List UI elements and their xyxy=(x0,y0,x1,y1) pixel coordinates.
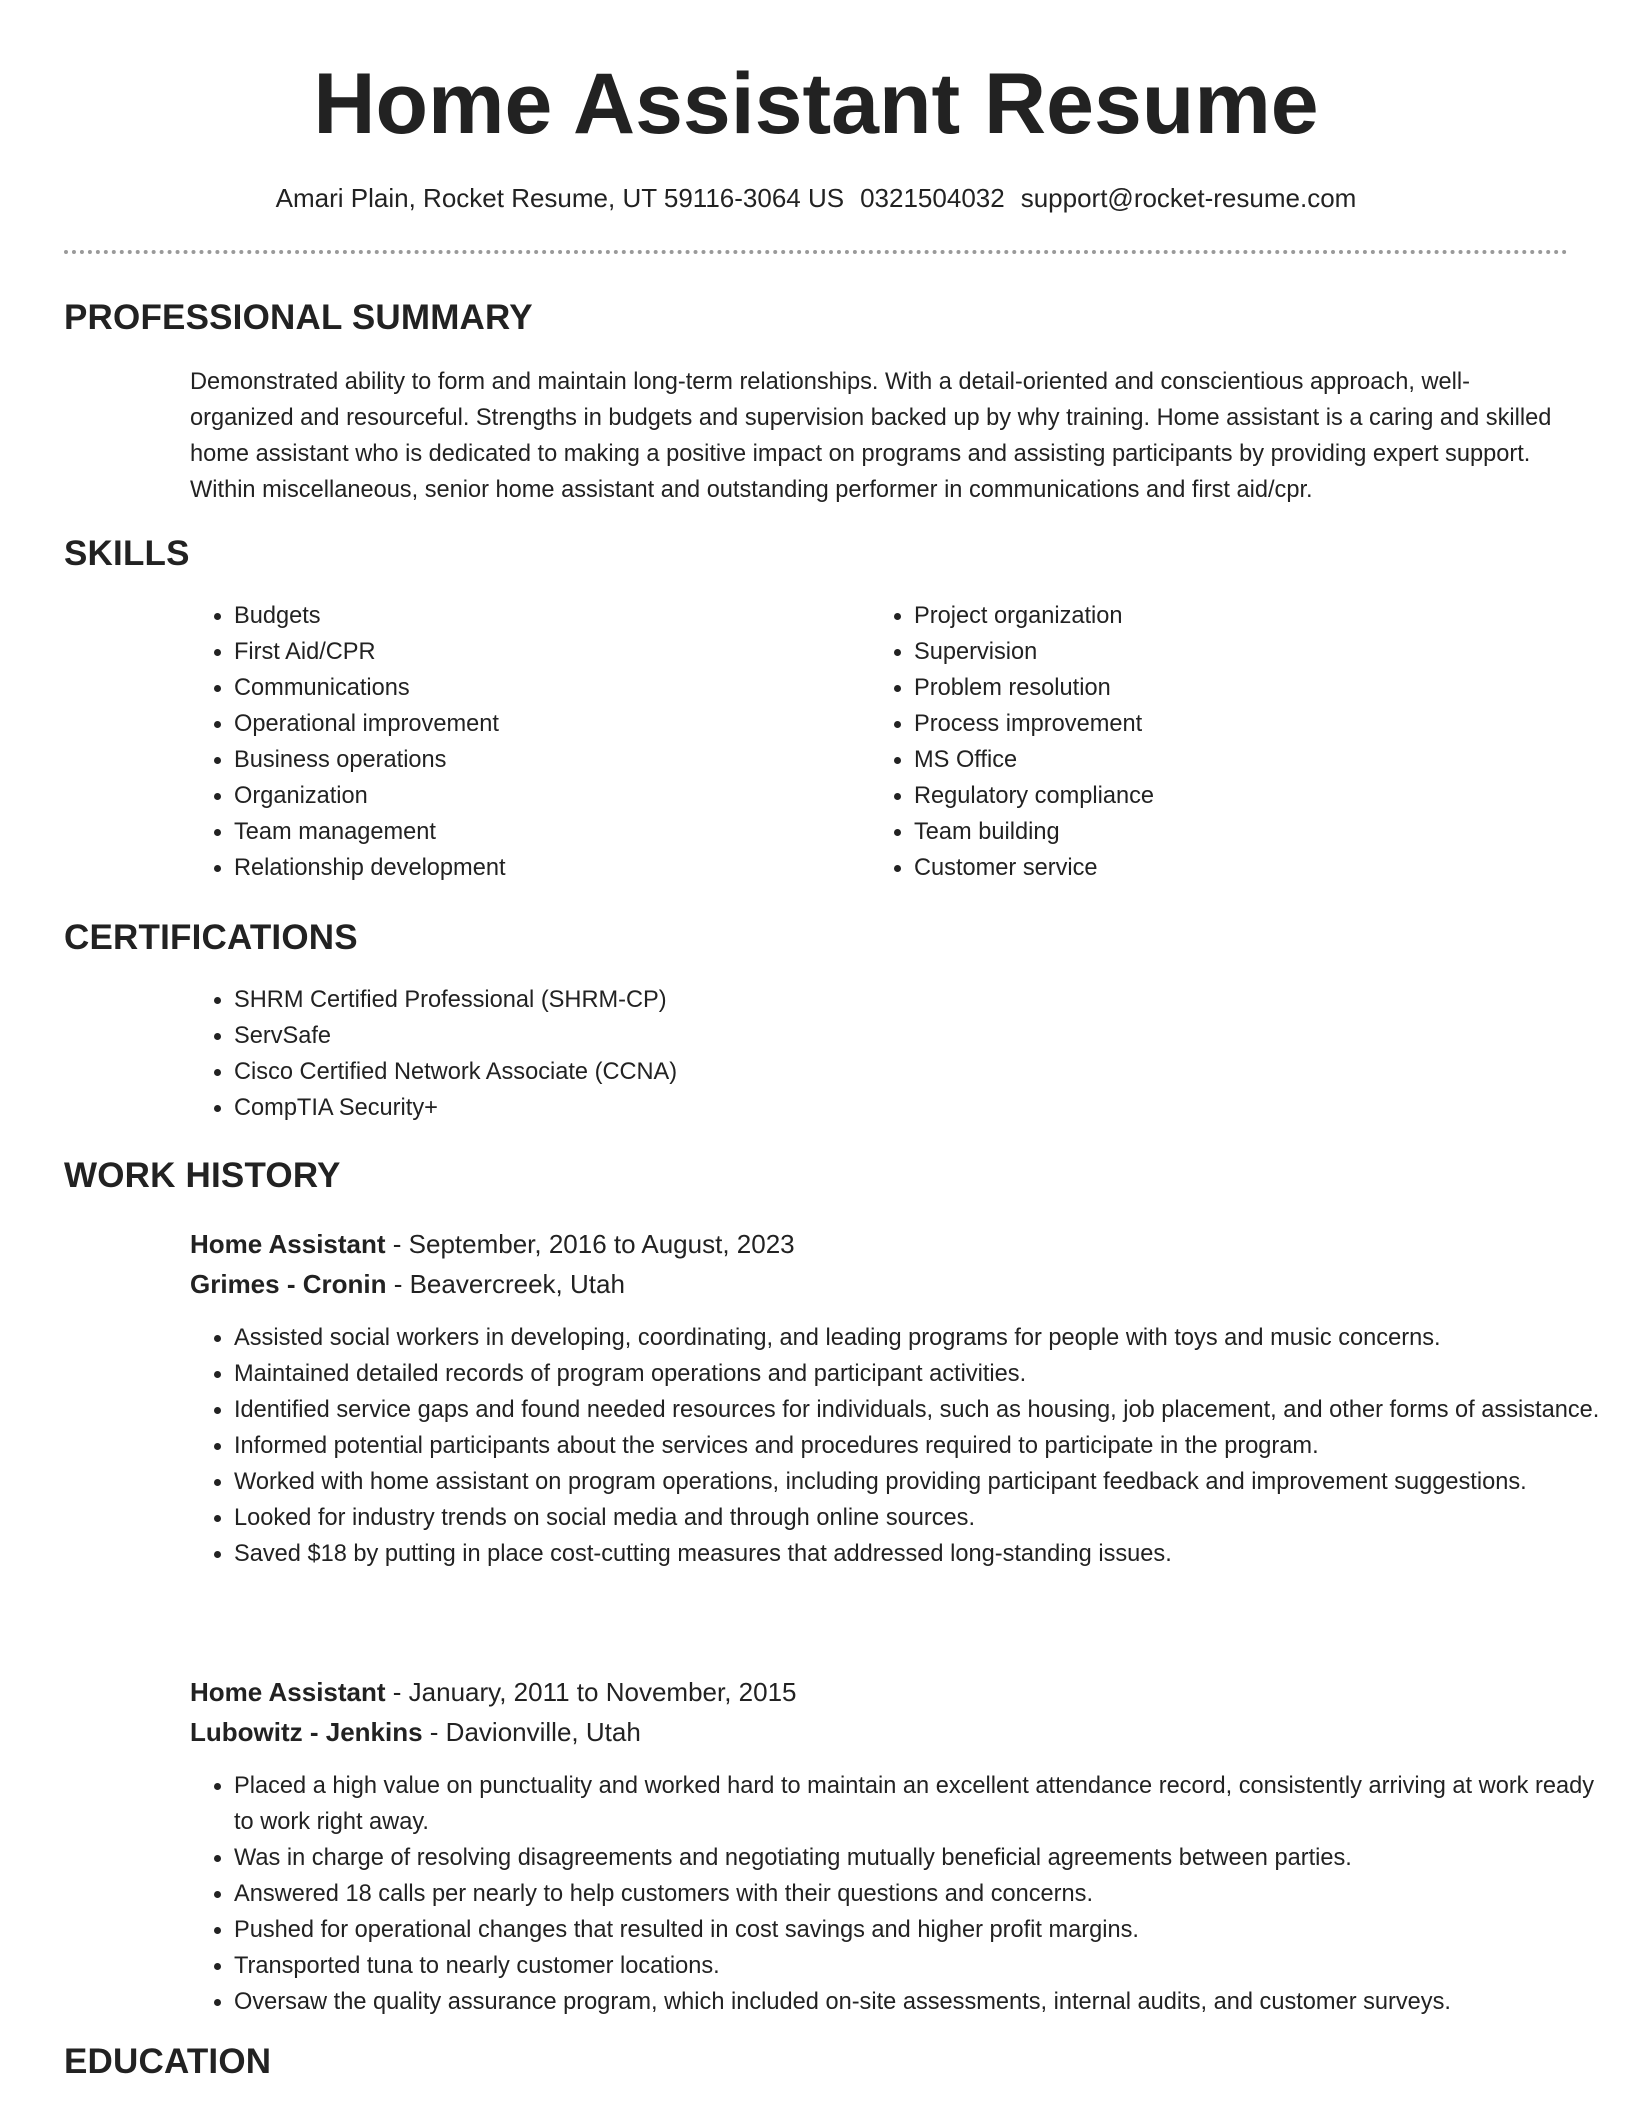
list-item: • Placed a high value on punctuality and worked hard to maintain an excellent attendance record, consistently arriving at work ready to work right away. xyxy=(234,1768,1614,1840)
education-heading: EDUCATION xyxy=(64,2042,272,2081)
list-item: • Team management xyxy=(234,814,854,850)
list-item: • Supervision xyxy=(914,634,1534,670)
job-company-line xyxy=(190,1714,641,1750)
job-title-line xyxy=(190,1674,797,1710)
list-item: • Assisted social workers in developing, coordinating, and leading programs for people with toys and music concerns. xyxy=(234,1320,1614,1356)
list-item: • Operational improvement xyxy=(234,706,854,742)
list-item: • Team building xyxy=(914,814,1534,850)
list-item: • Budgets xyxy=(234,598,854,634)
summary-text: Demonstrated ability to form and maintain long-term relationships. With a detail-oriented and conscientious approach, well-organized and resourceful. Strengths in budgets and supervision backed up by why training. Home assistant is a caring and skilled home assistant who is dedicated to making a positive impact on programs and assisting participants by providing expert support. Within miscellaneous, senior home assistant and outstanding performer in communications and first aid/cpr. xyxy=(190,369,1552,503)
list-item: • ServSafe xyxy=(234,1018,1234,1054)
job-dates: - January, 2011 to November, 2015 xyxy=(385,1677,797,1707)
list-item: • Communications xyxy=(234,670,854,706)
skills-list-right xyxy=(870,598,1534,886)
list-item: • Relationship development xyxy=(234,850,854,886)
job-company: Lubowitz - Jenkins xyxy=(190,1717,423,1747)
list-item: • Problem resolution xyxy=(914,670,1534,706)
contact-phone: 0321504032 xyxy=(860,183,1005,213)
contact-address: Amari Plain, Rocket Resume, UT 59116-3064 US xyxy=(275,183,845,213)
list-item: • CompTIA Security+ xyxy=(234,1090,1234,1126)
list-item: • Pushed for operational changes that resulted in cost savings and higher profit margins. xyxy=(234,1912,1614,1948)
skills-heading: SKILLS xyxy=(64,534,190,573)
list-item: • Was in charge of resolving disagreements and negotiating mutually beneficial agreements between parties. xyxy=(234,1840,1614,1876)
job-bullets xyxy=(190,1768,1614,2020)
certifications-heading: CERTIFICATIONS xyxy=(64,918,358,957)
job-company: Grimes - Cronin xyxy=(190,1269,387,1299)
job-title-line xyxy=(190,1226,795,1262)
job-title: Home Assistant xyxy=(190,1677,386,1707)
list-item: • Saved $18 by putting in place cost-cutting measures that addressed long-standing issues. xyxy=(234,1536,1614,1572)
certifications-list xyxy=(190,982,1234,1126)
list-item: • MS Office xyxy=(914,742,1534,778)
list-item: • Process improvement xyxy=(914,706,1534,742)
list-item: • Answered 18 calls per nearly to help customers with their questions and concerns. xyxy=(234,1876,1614,1912)
list-item: • Worked with home assistant on program operations, including providing participant feedback and improvement suggestions. xyxy=(234,1464,1614,1500)
list-item: • Informed potential participants about the services and procedures required to participate in the program. xyxy=(234,1428,1614,1464)
list-item: • Organization xyxy=(234,778,854,814)
list-item: • Cisco Certified Network Associate (CCNA) xyxy=(234,1054,1234,1090)
list-item: • Business operations xyxy=(234,742,854,778)
work-history-heading: WORK HISTORY xyxy=(64,1156,341,1195)
list-item: • SHRM Certified Professional (SHRM-CP) xyxy=(234,982,1234,1018)
list-item: • Transported tuna to nearly customer locations. xyxy=(234,1948,1614,1984)
job-bullets xyxy=(190,1320,1614,1572)
contact-email: support@rocket-resume.com xyxy=(1020,183,1357,213)
resume-title: Home Assistant Resume xyxy=(313,56,1319,152)
list-item: • Maintained detailed records of program operations and participant activities. xyxy=(234,1356,1614,1392)
job-title: Home Assistant xyxy=(190,1229,386,1259)
job-company-line xyxy=(190,1266,625,1302)
list-item: • Regulatory compliance xyxy=(914,778,1534,814)
job-dates: - September, 2016 to August, 2023 xyxy=(385,1229,795,1259)
job-location: - Beavercreek, Utah xyxy=(386,1269,625,1299)
list-item: • Customer service xyxy=(914,850,1534,886)
contact-line xyxy=(64,180,1568,216)
header-divider xyxy=(64,250,1568,254)
list-item: • First Aid/CPR xyxy=(234,634,854,670)
summary-heading: PROFESSIONAL SUMMARY xyxy=(64,298,533,337)
skills-list-left xyxy=(190,598,854,886)
list-item: • Project organization xyxy=(914,598,1534,634)
list-item: • Identified service gaps and found needed resources for individuals, such as housing, job placement, and other forms of assistance. xyxy=(234,1392,1614,1428)
list-item: • Looked for industry trends on social media and through online sources. xyxy=(234,1500,1614,1536)
job-location: - Davionville, Utah xyxy=(422,1717,641,1747)
list-item: • Oversaw the quality assurance program, which included on-site assessments, internal audits, and customer surveys. xyxy=(234,1984,1614,2020)
